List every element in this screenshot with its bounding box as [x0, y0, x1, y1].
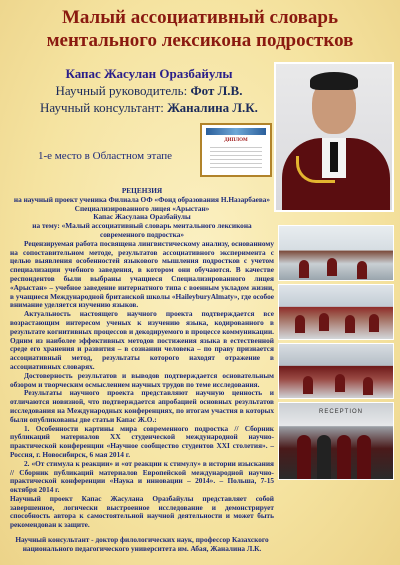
student-name: Капас Жасулан Оразбайулы — [65, 66, 233, 81]
award-place: 1-е место в Областном этапе — [37, 150, 173, 162]
supervisor-line — [24, 82, 274, 99]
classroom-photo-3 — [278, 343, 394, 399]
review-text — [10, 187, 274, 554]
review-subtitle-1: на научный проект ученика Филиала ОФ «Фонд образования Н.Назарбаева» — [13, 194, 271, 204]
consultant-line — [24, 99, 274, 116]
diploma-label: ДИПЛОМ — [224, 138, 248, 143]
poster-title — [0, 6, 400, 52]
group-photo — [278, 402, 394, 480]
review-signature: Научный консультант - доктор филологических наук, профессор Казахского национального педагогического университета им. Абая, Жаналина Л.К. — [15, 535, 269, 553]
review-paragraph-5: 1. Особенности картины мира современного подростка // Сборник публикаций материалов XX студенческой международной научно-практической конференции «Научное сообщество студентов XXI столетия». – Россия, г. Новосибирск, 6 мая 2014 г. — [10, 423, 274, 459]
review-paragraph-1: Рецензируемая работа посвящена лингвистическому анализу, основанному на сопоставительном методе, результатов ассоциативного эксперимента с целью выявления особенностей языкового мышления подростков с учетом специализации учебного заведения, в котором они обучаются. В качестве респондентов были выбраны учащиеся Специализированного лицея «Арыстан» – учебное заведение интернатного типа с военным укладом жизни, в учащиеся Международной британской школы «HaileyburyAlmaty», где особое внимание уделяется изучению языков. — [10, 238, 274, 310]
review-paragraph-6: 2. «От стимула к реакции» и «от реакции к стимулу» в истории изыскания // Сборник публикаций материалов Европейской международной научно-практической конференции «Наука и инновации – 2014». – Польша, 7-15 октября 2014 г. — [10, 458, 274, 495]
supervisor-label: Научный руководитель: — [55, 83, 188, 98]
review-subtitle-2: Специализированного лицея «Арыстан» — [74, 203, 210, 213]
authors-block — [24, 65, 274, 116]
diploma-image — [200, 123, 272, 177]
classroom-photo-1 — [278, 225, 394, 281]
review-paragraph-2: Актуальность настоящего научного проекта подтверждается все возрастающим интересом ученых к изучению языка, кодированного в результате когнитивных процессов и декодируемого в процессе коммуникации. Одним из наиболее эффективных методов постижения языка в естественной среде его хранения и развития – в сознании человека – по праву признается ассоциативный метод, результаты которого находят отражение в ассоциативных словарях. — [10, 309, 274, 371]
supervisor-name: Фот Л.В. — [190, 83, 243, 98]
title-line-2: ментального лексикона подростков — [46, 30, 354, 51]
review-subtitle-3: Капас Жасулана Оразбайулы — [93, 212, 191, 222]
review-paragraph-7: Научный проект Капас Жасулана Оразбайулы представляет собой завершенное, логически выстроенное исследование и демонстрирует способность автора к самостоятельной научной деятельности и может быть рекомендован к защите. — [10, 493, 274, 530]
consultant-name: Жаналина Л.К. — [167, 100, 258, 115]
review-paragraph-4: Результаты научного проекта представляют научную ценность и отличаются новизной, что подтверждается апробацией основных результатов исследования на Международных конференциях, по итогам участия в которых были опубликованы две статьи Капас Ж.О.: — [10, 388, 274, 424]
review-heading: РЕЦЕНЗИЯ — [121, 186, 163, 195]
review-paragraph-3: Достоверность результатов и выводов подтверждается основательным обзором и творческим осмыслением научных трудов по теме исследования. — [10, 370, 274, 389]
title-line-1: Малый ассоциативный словарь — [61, 7, 339, 28]
consultant-label: Научный консультант: — [40, 100, 164, 115]
reception-sign: RECEPTION — [319, 409, 364, 415]
student-portrait — [274, 62, 394, 212]
review-subtitle-4: на тему: «Малый ассоциативный словарь ментального лексикона современного подростка» — [32, 221, 252, 239]
classroom-photo-2 — [278, 284, 394, 340]
